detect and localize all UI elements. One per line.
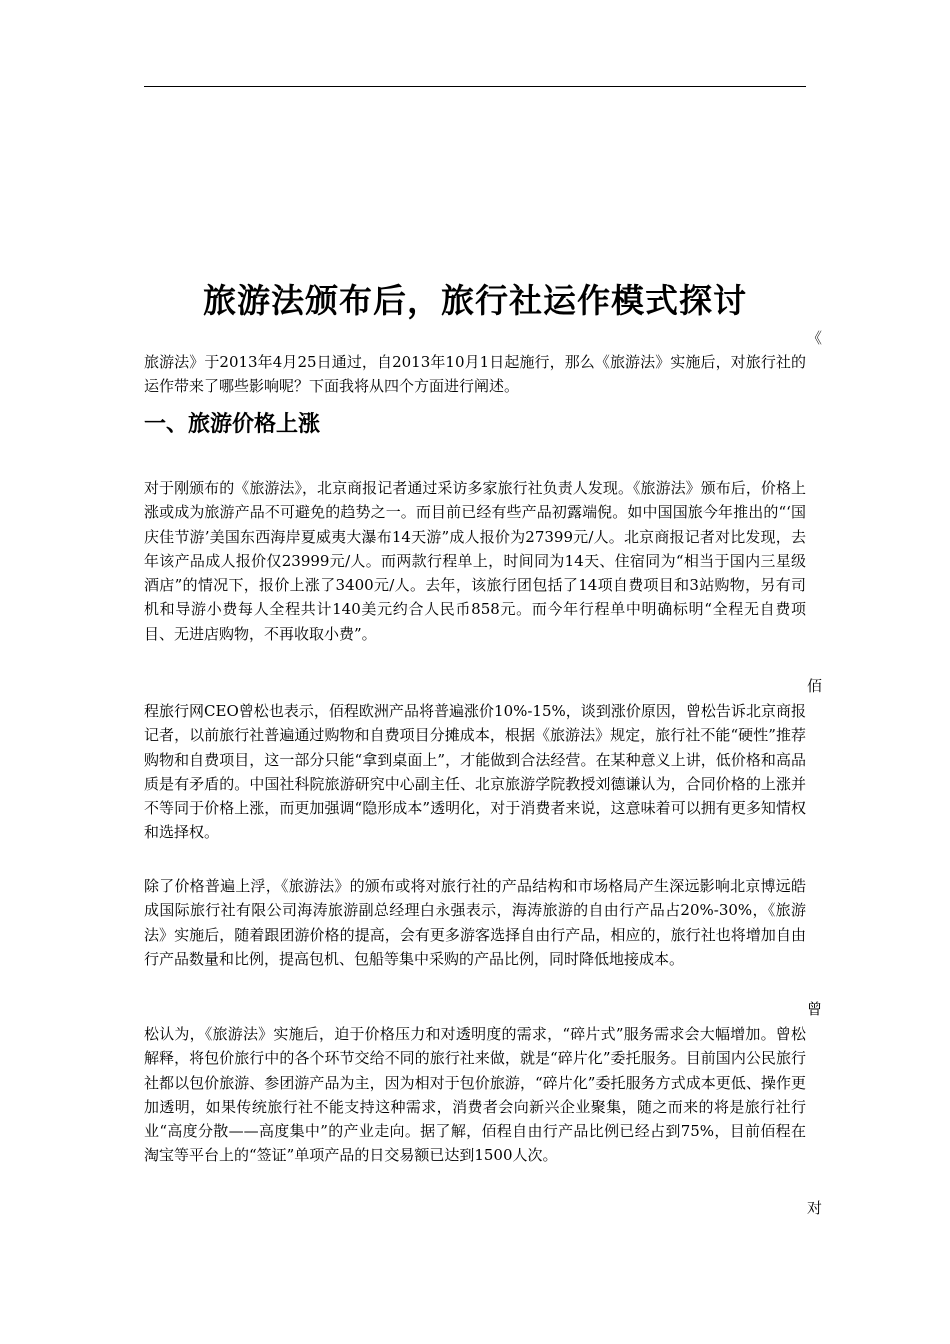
trailing-char: 对 — [806, 1199, 822, 1217]
body-paragraph-1: 对于刚颁布的《旅游法》，北京商报记者通过采访多家旅行社负责人发现。《旅游法》颁布后，价格上涨或成为旅游产品不可避免的趋势之一。而目前已经有些产品初露端倪。如中国国旅今年推出的“‘国庆佳节游’美国东西海岸夏威夷大瀑布14天游”成人报价为27399元/人。北京商报记者对比发现，去年该产品成人报价仅23999元/人。而两款行程单上，时间同为14天、住宿同为“相当于国内三星级酒店”的情况下，报价上涨了3400元/人。去年，该旅行团包括了14项自费项目和3站购物，另有司机和导游小费每人全程共计140美元约合人民币858元。而今年行程单中明确标明“全程无自费项目、无进店购物，不再收取小费”。 — [144, 479, 806, 643]
section-heading: 一、旅游价格上涨 — [144, 412, 321, 437]
intro-paragraph: 旅游法》于2013年4月25日通过，自2013年10月1日起施行，那么《旅游法》实施后，对旅行社的运作带来了哪些影响呢？下面我将从四个方面进行阐述。 — [144, 353, 806, 396]
header-rule — [144, 86, 806, 87]
body-paragraph-3: 除了价格普遍上浮，《旅游法》的颁布或将对旅行社的产品结构和市场格局产生深远影响北京博远皓成国际旅行社有限公司海涛旅游副总经理白永强表示，海涛旅游的自由行产品占20%-30%，《旅游法》实施后，随着跟团游价格的提高，会有更多游客选择自由行产品，相应的，旅行社也将增加自由行产品数量和比例，提高包机、包船等集中采购的产品比例，同时降低地接成本。 — [144, 877, 806, 968]
paragraph-2-lead-char: 佰 — [806, 677, 822, 695]
document-title: 旅游法颁布后，旅行社运作模式探讨 — [203, 281, 747, 320]
intro-lead-char: 《 — [806, 329, 822, 347]
body-paragraph-2: 程旅行网CEO曾松也表示，佰程欧洲产品将普遍涨价10%-15%，谈到涨价原因，曾松告诉北京商报记者，以前旅行社普遍通过购物和自费项目分摊成本，根据《旅游法》规定，旅行社不能“硬性”推荐购物和自费项目，这一部分只能“拿到桌面上”，才能做到合法经营。在某种意义上讲，低价格和高品质是有矛盾的。中国社科院旅游研究中心副主任、北京旅游学院教授刘德谦认为，合同价格的上涨并不等同于价格上涨，而更加强调“隐形成本”透明化，对于消费者来说，这意味着可以拥有更多知情权和选择权。 — [144, 702, 806, 842]
paragraph-4-lead-char: 曾 — [806, 1000, 822, 1018]
body-paragraph-4: 松认为，《旅游法》实施后，迫于价格压力和对透明度的需求，“碎片式”服务需求会大幅增加。曾松解释，将包价旅行中的各个环节交给不同的旅行社来做，就是“碎片化”委托服务。目前国内公民旅行社都以包价旅游、参团游产品为主，因为相对于包价旅游，“碎片化”委托服务方式成本更低、操作更加透明，如果传统旅行社不能支持这种需求，消费者会向新兴企业聚集，随之而来的将是旅行社行业“高度分散——高度集中”的产业走向。据了解，佰程自由行产品比例已经占到75%，目前佰程在淘宝等平台上的“签证”单项产品的日交易额已达到1500人次。 — [144, 1025, 806, 1165]
